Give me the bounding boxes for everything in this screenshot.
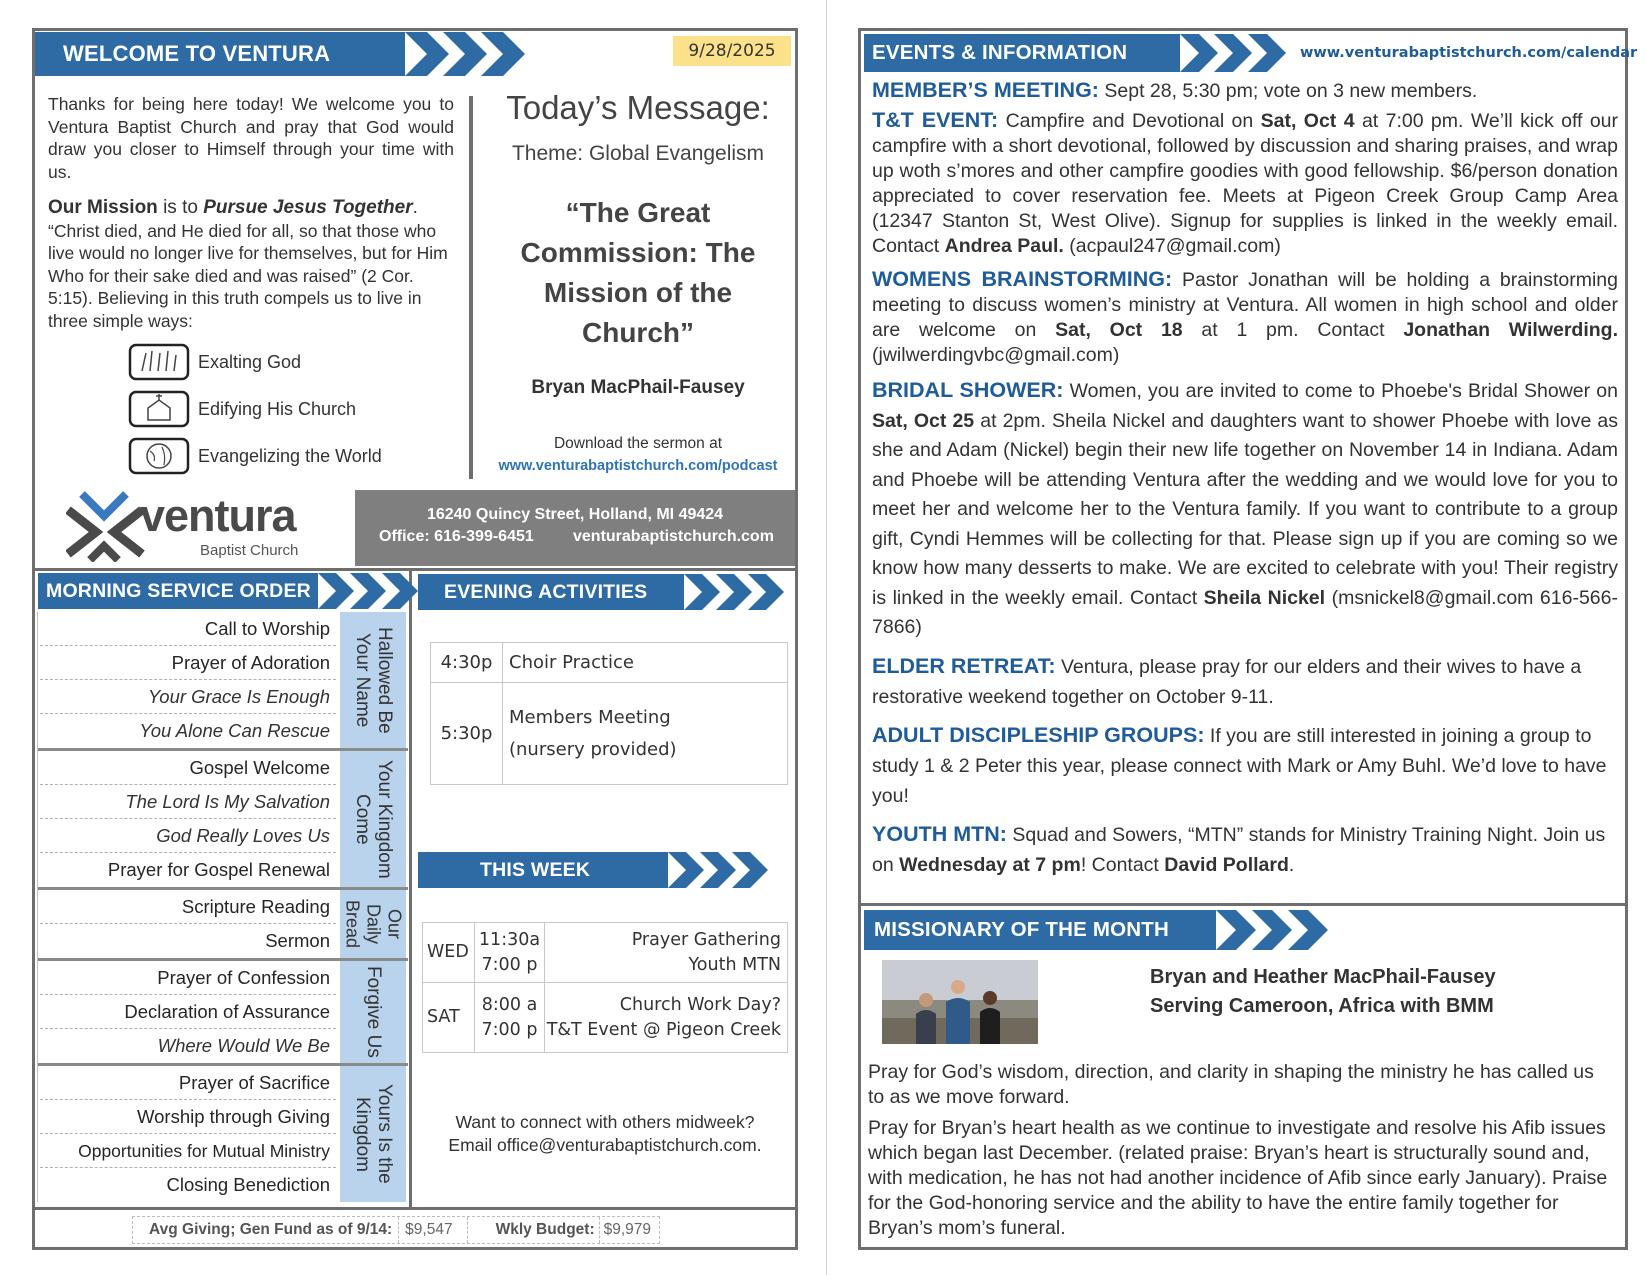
contact-website[interactable]: venturabaptistchurch.com <box>573 528 774 545</box>
way-item <box>128 436 448 476</box>
evening-note: (nursery provided) <box>509 738 677 760</box>
events-banner-title: EVENTS & INFORMATION <box>864 34 1180 72</box>
week-event: Prayer Gathering <box>631 929 781 950</box>
mission-text: “Christ died, and He died for all, so that those who live would no longer live for themselves, but for Him Who for their sake died and was raised” (2 Cor. 5:15). Believing in this truth compels us to live in three simple ways: <box>48 220 448 331</box>
week-banner-title: THIS WEEK <box>418 852 668 888</box>
giving-avg-label: Avg Giving; Gen Fund as of 9/14: <box>149 1221 393 1238</box>
week-event: Youth MTN <box>688 954 781 975</box>
event-item: YOUTH MTN: Squad and Sowers, “MTN” stands for Ministry Training Night. Join us on Wednesday at 7 pm! Contact David Pollard. <box>872 821 1606 876</box>
way-label: Evangelizing the World <box>198 445 382 466</box>
service-song: Your Grace Is Enough <box>40 680 336 714</box>
connect-line-2: Email office@venturabaptistchurch.com. <box>448 1135 762 1155</box>
week-banner <box>418 852 768 888</box>
event-title: ADULT DISCIPLESHIP GROUPS: <box>872 722 1205 747</box>
way-item <box>128 342 448 382</box>
message-divider <box>469 96 473 479</box>
message-speaker: Bryan MacPhail-Fausey <box>531 377 745 398</box>
event-text: Ventura, please pray for our elders and their wives to have a restorative weekend together on October 9-11. <box>872 655 1582 708</box>
event-text: If you are still interested in joining a group to study 1 & 2 Peter this year, please connect with Mark or Amy Buhl. We’d love to have you! <box>872 724 1607 807</box>
mission-motto: Pursue Jesus Together <box>203 197 413 218</box>
section-label: Forgive Us <box>338 961 406 1063</box>
service-item: Prayer of Confession <box>40 961 336 995</box>
evening-activity: Members Meeting <box>509 706 671 728</box>
missionary-serving: Serving Cameroon, Africa with BMM <box>1150 995 1494 1017</box>
ventura-logo <box>66 490 326 562</box>
contact-box <box>355 490 795 566</box>
event-title: WOMENS BRAINSTORMING: <box>872 267 1173 291</box>
week-day: WED <box>423 923 475 983</box>
left-top-divider <box>32 568 798 571</box>
event-item: T&T EVENT: Campfire and Devotional on Sat, Oct 4 at 7:00 pm. We’ll kick off our campfire with a short devotional, followed by discussion and sharing praises, and wrap up woth s’mores and other campfire goodies with good fellowship. $6/person donation appreciated to cover reservation fee. Meets at Pigeon Creek Group Camp Area (12347 Stanton St, West Olive). Signup for supplies is linked in the weekly email. Contact Andrea Paul. (acpaul247@gmail.com) <box>872 108 1618 257</box>
chevron-right-icon <box>350 573 386 609</box>
service-item: Sermon <box>265 930 330 951</box>
missionary-banner-title: MISSIONARY OF THE MONTH <box>864 910 1216 950</box>
section-label: Your Kingdom Come <box>338 751 406 887</box>
event-item <box>872 651 1618 712</box>
calendar-link[interactable]: www.venturabaptistchurch.com/calendar <box>1300 45 1638 61</box>
chevron-right-icon <box>732 852 768 888</box>
logo-subtitle: Baptist Church <box>200 542 299 559</box>
giving-budget-label: Wkly Budget: <box>495 1221 595 1238</box>
evening-banner-title: EVENING ACTIVITIES <box>418 574 684 610</box>
evening-banner <box>418 574 784 610</box>
chevron-right-icon <box>1288 910 1328 950</box>
chevron-right-icon <box>748 574 784 610</box>
missionary-photo <box>882 960 1038 1044</box>
mission-label: Our Mission <box>48 197 158 218</box>
download-label: Download the sermon at <box>553 435 722 452</box>
chevron-right-icon <box>668 852 704 888</box>
logo-wordmark: ventura <box>140 490 296 541</box>
evening-activity: Choir Practice <box>503 643 788 683</box>
service-item: Call to Worship <box>40 612 336 646</box>
message-heading: Today’s Message: <box>506 89 770 126</box>
chevron-right-icon <box>1180 34 1218 72</box>
chevron-right-icon <box>1216 910 1256 950</box>
section-label: Our Daily Bread <box>338 890 406 958</box>
service-item: Prayer for Gospel Renewal <box>107 859 330 880</box>
connect-line-1: Want to connect with others midweek? <box>455 1112 755 1132</box>
service-item: Prayer of Sacrifice <box>40 1066 336 1100</box>
service-item: Closing Benediction <box>166 1174 330 1195</box>
week-event: T&T Event @ Pigeon Creek <box>546 1019 781 1040</box>
event-item <box>872 720 1618 811</box>
contact-address: 16240 Quincy Street, Holland, MI 49424 <box>426 506 724 523</box>
missionary-divider <box>861 903 1627 906</box>
missionary-prayer-1: Pray for God’s wisdom, direction, and clarity in shaping the ministry he has called us to as we move forward. <box>868 1061 1594 1108</box>
table-row <box>431 643 788 683</box>
date-badge: 9/28/2025 <box>673 36 791 66</box>
service-item: Declaration of Assurance <box>40 995 336 1029</box>
event-title: T&T EVENT: <box>872 108 999 132</box>
worship-hands-icon <box>128 343 190 381</box>
events-banner <box>864 34 1286 72</box>
service-item: Worship through Giving <box>40 1100 336 1134</box>
missionary-prayer-2: Pray for Bryan’s heart health as we continue to investigate and resolve his Afib issues which began last December. (related praise: Bryan’s heart is structurally sound and, with medication, he has not had another incidence of Afib since early January). Praise for the God-honoring service and the ability to have the entire family together for Bryan’s mom’s funeral. <box>868 1117 1608 1239</box>
chevron-right-icon <box>382 573 418 609</box>
week-time: 7:00 p <box>481 954 538 975</box>
event-item <box>872 78 1618 104</box>
evening-time: 5:30p <box>431 683 503 785</box>
missionary-banner <box>864 910 1328 950</box>
way-label: Edifying His Church <box>198 398 357 419</box>
service-left-rule <box>37 612 38 1202</box>
event-item: BRIDAL SHOWER: Women, you are invited to come to Phoebe's Bridal Shower on Sat, Oct 25 at 2pm. Sheila Nickel and daughters want to shower Phoebe with love as she and Adam (Nickel) begin their new life together on November 14 in Indiana. Adam and Phoebe will be attending Ventura after the wedding and we would love for you to meet her and welcome her to the Ventura family. If you want to contribute to a group gift, Cyndi Hemmes will be collecting for that. Please sign up if you are coming so we know how many desserts to make. We are excited to celebrate with you! Their registry is linked in the weekly email. Contact Sheila Nickel (msnickel8@gmail.com 616-566-7866) <box>872 378 1619 638</box>
contact-office: Office: 616-399-6451 <box>379 528 534 545</box>
chevron-right-icon <box>1214 34 1252 72</box>
giving-budget-value: $9,979 <box>599 1217 659 1243</box>
left-column-divider <box>409 568 412 1210</box>
week-time: 7:00 p <box>481 1019 538 1040</box>
way-item <box>128 389 448 429</box>
table-row <box>431 683 788 785</box>
week-table <box>422 922 788 1053</box>
service-banner <box>38 573 418 609</box>
podcast-link[interactable]: www.venturabaptistchurch.com/podcast <box>498 458 778 474</box>
service-song: Where Would We Be <box>157 1035 330 1056</box>
evening-table <box>430 642 788 785</box>
event-item: WOMENS BRAINSTORMING: Pastor Jonathan will be holding a brainstorming meeting to discuss women’s ministry at Ventura. All women in high school and older are welcome on Sat, Oct 18 at 1 pm. Contact Jonathan Wilwerding. (jwilwerdingvbc@gmail.com) <box>872 267 1618 366</box>
service-banner-title: MORNING SERVICE ORDER <box>38 573 318 609</box>
giving-avg-value: $9,547 <box>398 1217 467 1243</box>
ways-list <box>128 342 448 476</box>
globe-icon <box>128 437 190 475</box>
service-item: Gospel Welcome <box>40 751 336 785</box>
event-title: BRIDAL SHOWER: <box>872 378 1064 402</box>
message-title: “The Great Commission: The Mission of the Church” <box>520 197 756 348</box>
welcome-banner <box>35 32 525 76</box>
mission-is: is to <box>157 197 204 218</box>
missionary-names: Bryan and Heather MacPhail-Fausey <box>1150 966 1496 988</box>
way-label: Exalting God <box>198 351 302 372</box>
event-title: ELDER RETREAT: <box>872 653 1056 678</box>
service-item: Opportunities for Mutual Ministry <box>40 1134 336 1168</box>
service-song: You Alone Can Rescue <box>139 720 330 741</box>
events-list <box>872 78 1618 888</box>
mission-paragraph: Our Mission is to Pursue Jesus Together. “Christ died, and He died for all, so that those who live would no longer live for themselves, but for Him Who for their sake died and was raised” (2 Cor. 5:15). Believing in this truth compels us to live in three simple ways: <box>48 196 454 332</box>
evening-time: 4:30p <box>431 643 503 683</box>
event-text: Sept 28, 5:30 pm; vote on 3 new members. <box>1098 80 1478 102</box>
chevron-right-icon <box>684 574 720 610</box>
service-item: Scripture Reading <box>40 890 336 924</box>
table-row <box>423 923 788 983</box>
giving-bar <box>132 1216 660 1244</box>
chevron-right-icon <box>700 852 736 888</box>
week-time: 8:00 a <box>481 994 538 1015</box>
chevron-right-icon <box>1248 34 1286 72</box>
table-row <box>423 983 788 1053</box>
welcome-banner-title: WELCOME TO VENTURA <box>35 32 405 76</box>
service-item: Prayer of Adoration <box>40 646 336 680</box>
event-title: YOUTH MTN: <box>872 821 1007 846</box>
chevron-right-icon <box>318 573 354 609</box>
section-label: Yours Is the Kingdom <box>338 1066 406 1202</box>
week-event: Church Work Day? <box>619 994 781 1015</box>
section-label: Hallowed Be Your Name <box>338 612 406 748</box>
chevron-right-icon <box>716 574 752 610</box>
left-bottom-divider <box>32 1207 798 1210</box>
chevron-right-icon <box>1252 910 1292 950</box>
event-title: MEMBER’S MEETING: <box>872 78 1099 102</box>
service-song: The Lord Is My Salvation <box>40 785 336 819</box>
welcome-intro: Thanks for being here today! We welcome you to Ventura Baptist Church and pray that God would draw you closer to Himself through your time with us. <box>48 94 454 182</box>
week-time: 11:30a <box>478 929 541 950</box>
message-theme: Theme: Global Evangelism <box>511 142 765 165</box>
service-song: God Really Loves Us <box>40 819 336 853</box>
church-building-icon <box>128 390 190 428</box>
chevron-right-icon <box>481 32 525 76</box>
page-fold <box>826 0 827 1275</box>
week-day: SAT <box>423 983 475 1053</box>
